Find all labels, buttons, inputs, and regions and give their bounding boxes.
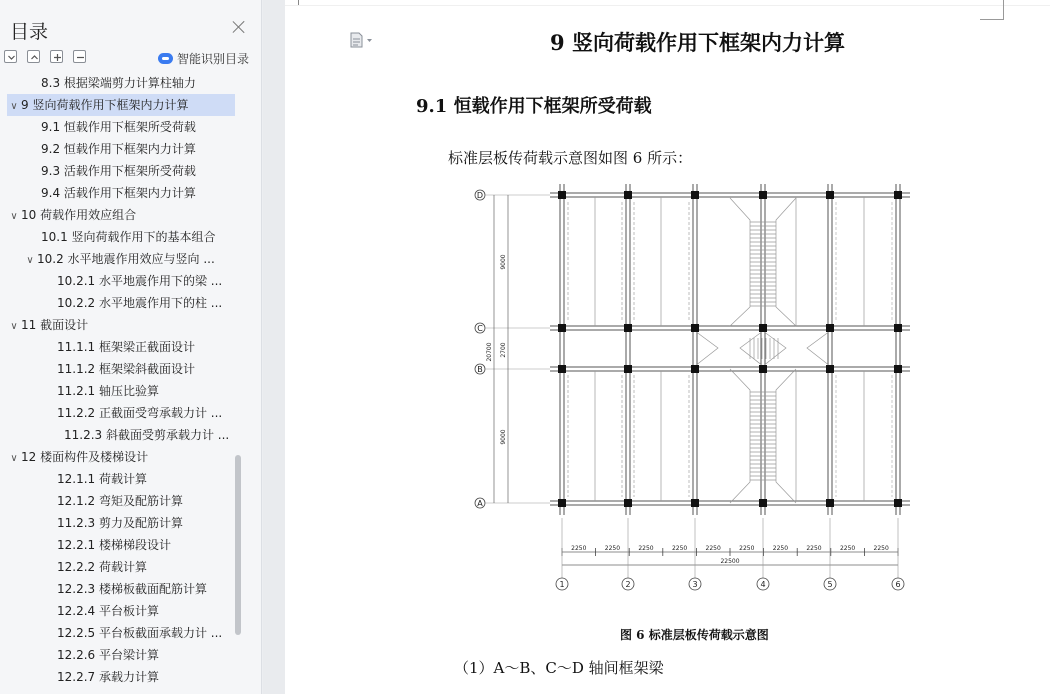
toc-item[interactable] (7, 72, 235, 94)
toc-item-label: 11.2.1 轴压比验算 (57, 384, 159, 398)
toc-item[interactable] (7, 578, 235, 600)
column-block (624, 324, 632, 332)
chapter-heading: 9 竖向荷载作用下框架内力计算 (550, 30, 845, 55)
toc-item-label: 10.1 竖向荷载作用下的基本组合 (41, 230, 216, 244)
toc-item[interactable] (7, 600, 235, 622)
axis-label: 1 (559, 580, 565, 589)
toc-item[interactable] (7, 512, 235, 534)
column-block (894, 365, 902, 373)
toc-item-label: 12.2.2 荷载计算 (57, 560, 147, 574)
axis-label: 2 (625, 580, 631, 589)
toc-item-label: 10 荷载作用效应组合 (21, 208, 137, 222)
column-block (826, 365, 834, 373)
section-heading: 9.1 恒载作用下框架所受荷载 (416, 96, 652, 117)
page-top-edge (285, 0, 1050, 6)
toc-item-label: 8.3 根据梁端剪力计算柱轴力 (41, 76, 196, 90)
toc-item-label: 12.2.4 平台板计算 (57, 604, 159, 618)
axis-label: 4 (760, 580, 766, 589)
dimension-label: 9000 (500, 254, 507, 270)
toc-item-label: 12 楼面构件及楼梯设计 (21, 450, 149, 464)
toc-item[interactable] (7, 226, 235, 248)
toc-item[interactable] (7, 424, 235, 446)
toc-item[interactable] (7, 116, 235, 138)
toc-item[interactable] (7, 380, 235, 402)
close-icon[interactable] (232, 20, 246, 34)
toc-list (0, 72, 236, 694)
chevron-down-icon[interactable]: ∨ (10, 211, 18, 222)
column-block (691, 191, 699, 199)
toc-item[interactable] (7, 138, 235, 160)
column-block (826, 191, 834, 199)
toc-item-label: 10.2.1 水平地震作用下的梁 ... (57, 274, 223, 288)
toc-item[interactable] (7, 314, 235, 336)
remove-item-icon[interactable] (73, 50, 86, 63)
toc-item[interactable] (7, 666, 235, 688)
column-block (894, 191, 902, 199)
toc-item[interactable] (7, 556, 235, 578)
dimension-label: 2250 (604, 545, 621, 552)
dimension-label: 22500 (720, 558, 740, 565)
dimension-label: 2250 (739, 545, 755, 552)
column-block (624, 499, 632, 507)
dimension-label: 2250 (839, 545, 856, 552)
toc-item-label: 9.3 活载作用下框架所受荷载 (41, 164, 196, 178)
document-area (263, 0, 1050, 694)
column-block (826, 499, 834, 507)
dimension-label: 2250 (873, 545, 889, 552)
column-block (624, 191, 632, 199)
intro-paragraph: 标准层板传荷载示意图如图 6 所示： (448, 149, 693, 167)
dimension-label: 2250 (638, 545, 654, 552)
toc-title: 目录 (10, 21, 49, 43)
column-block (558, 324, 566, 332)
chevron-down-icon[interactable]: ∨ (10, 101, 18, 112)
toc-item-label: 12.2.6 平台梁计算 (57, 648, 159, 662)
smart-toc-icon (158, 53, 173, 64)
expand-all-icon[interactable] (27, 50, 40, 63)
toc-item-label: 9 竖向荷载作用下框架内力计算 (21, 98, 189, 112)
column-block (691, 324, 699, 332)
toc-item[interactable] (7, 358, 235, 380)
dimension-label: 2250 (806, 545, 822, 552)
toc-item-label: 11.1.2 框架梁斜截面设计 (57, 362, 195, 376)
toc-item[interactable] (7, 490, 235, 512)
toc-item-label: 11.2.2 正截面受弯承载力计 ... (57, 406, 223, 420)
column-block (894, 324, 902, 332)
toc-item-label: 12.1.1 荷载计算 (57, 472, 147, 486)
dimension-label: 9000 (500, 429, 507, 445)
toc-item-label: 12.2.1 楼梯梯段设计 (57, 538, 171, 552)
toc-item[interactable] (7, 402, 235, 424)
axis-label: 3 (692, 580, 698, 589)
toc-toolbar (4, 50, 86, 63)
axis-label: D (476, 191, 484, 200)
dimension-label: 2250 (705, 545, 721, 552)
toc-item-label: 11 截面设计 (21, 318, 89, 332)
dimension-label: 2700 (500, 342, 507, 358)
column-block (826, 324, 834, 332)
toc-item[interactable] (7, 204, 235, 226)
dimension-label: 2250 (571, 545, 587, 552)
column-block (894, 499, 902, 507)
axis-label: B (477, 365, 483, 374)
toc-item-label: 12.2.7 承载力计算 (57, 670, 159, 684)
dimension-label: 2250 (671, 545, 688, 552)
smart-toc-label: 智能识别目录 (177, 52, 250, 66)
toc-item-label: 11.1.1 框架梁正截面设计 (57, 340, 195, 354)
toc-item[interactable] (7, 248, 235, 270)
add-item-icon[interactable] (50, 50, 63, 63)
toc-item-label: 11.2.3 斜截面受剪承载力计 ... (64, 428, 230, 442)
floor-load-diagram (470, 182, 915, 597)
smart-toc-button[interactable] (158, 50, 249, 67)
toc-item[interactable] (7, 644, 235, 666)
load-triangle (695, 331, 830, 366)
toc-scrollbar[interactable] (235, 455, 241, 635)
toc-item[interactable] (7, 534, 235, 556)
column-block (558, 499, 566, 507)
toc-item[interactable] (7, 336, 235, 358)
toc-item-label: 9.4 活载作用下框架内力计算 (41, 186, 196, 200)
toc-item[interactable] (7, 182, 235, 204)
axis-label: C (477, 324, 483, 333)
toc-item-label: 12.2.3 楼梯板截面配筋计算 (57, 582, 207, 596)
toc-item-label: 9.1 恒载作用下框架所受荷载 (41, 120, 196, 134)
axis-label: A (477, 499, 483, 508)
column-block (624, 365, 632, 373)
chevron-down-icon[interactable]: ∨ (10, 453, 18, 464)
toc-item-label: 10.2.2 水平地震作用下的柱 ... (57, 296, 223, 310)
chevron-down-icon[interactable]: ∨ (26, 255, 34, 266)
document-page (285, 0, 1050, 694)
column-block (558, 191, 566, 199)
column-block (691, 499, 699, 507)
toc-item-label: 12.1.2 弯矩及配筋计算 (57, 494, 183, 508)
toc-item[interactable] (7, 270, 235, 292)
column-block (759, 191, 767, 199)
column-block (691, 365, 699, 373)
toc-item[interactable] (7, 622, 235, 644)
collapse-all-icon[interactable] (4, 50, 17, 63)
page-corner-mark (980, 6, 1004, 20)
axis-label: 5 (827, 580, 833, 589)
dimension-label: 2250 (772, 545, 789, 552)
column-block (759, 324, 767, 332)
toc-item-label: 10.2 水平地震作用效应与竖向 ... (37, 252, 215, 266)
toc-item[interactable] (7, 94, 235, 116)
subsection-heading: （1）A～B、C～D 轴间框架梁 (454, 659, 664, 677)
column-block (759, 365, 767, 373)
toc-panel (0, 0, 262, 694)
toc-item[interactable] (7, 468, 235, 490)
toc-item[interactable] (7, 292, 235, 314)
toc-item-label: 12.2.5 平台板截面承载力计 ... (57, 626, 223, 640)
axis-label: 6 (895, 580, 901, 589)
figure-caption: 图 6 标准层板传荷载示意图 (620, 628, 769, 642)
chevron-down-icon[interactable]: ∨ (10, 321, 18, 332)
column-block (558, 365, 566, 373)
page-corner-mark (285, 0, 299, 5)
dimension-label: 20700 (486, 342, 493, 362)
column-block (759, 499, 767, 507)
toc-item-label: 11.2.3 剪力及配筋计算 (57, 516, 183, 530)
toc-item-label: 9.2 恒载作用下框架内力计算 (41, 142, 196, 156)
toc-item[interactable] (7, 446, 235, 468)
toc-item[interactable] (7, 160, 235, 182)
